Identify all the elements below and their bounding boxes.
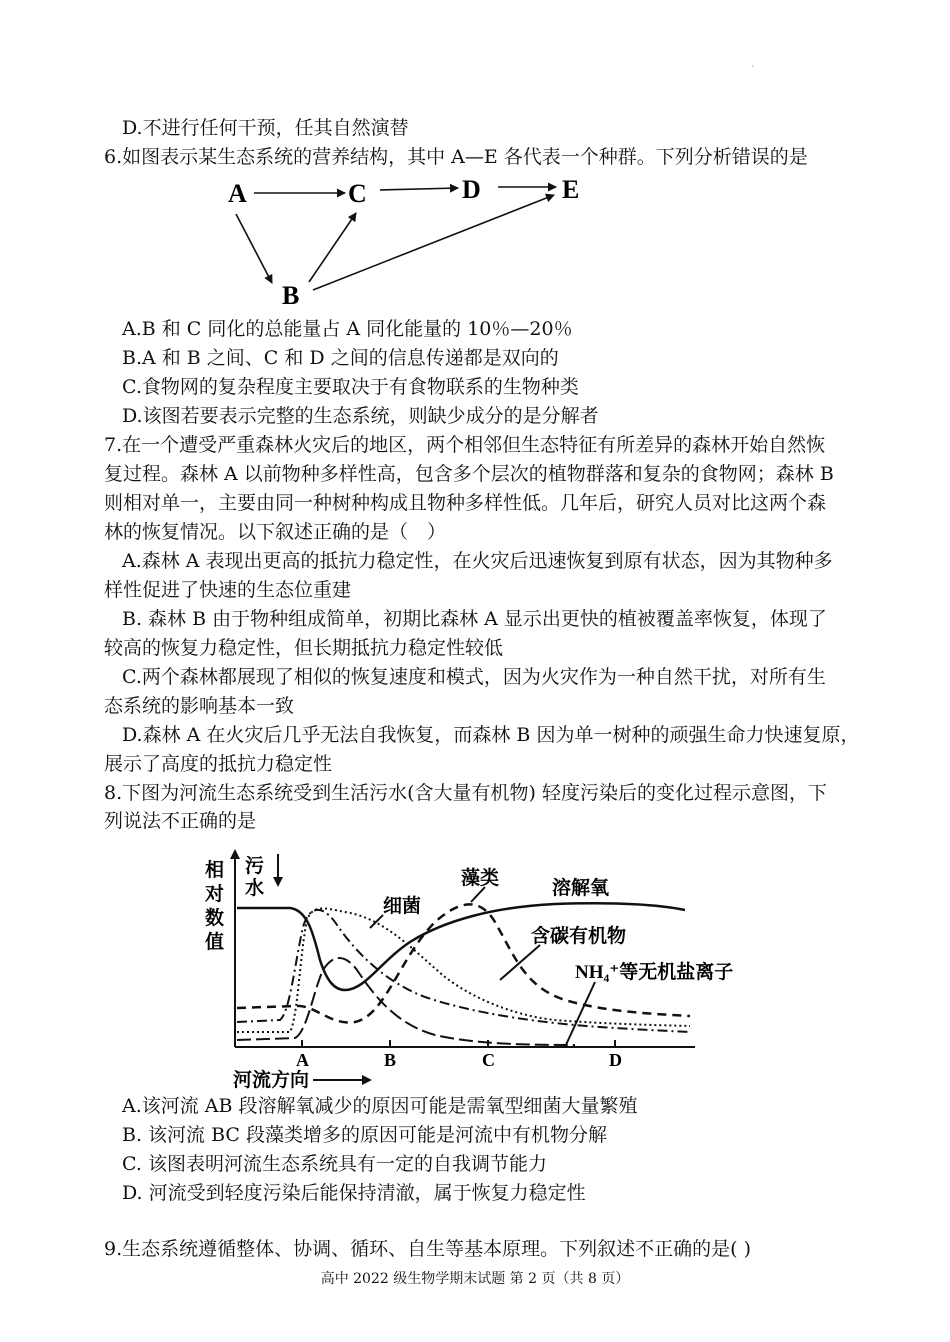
- node-b: B: [282, 281, 300, 310]
- node-d: D: [462, 175, 481, 204]
- q7-option-d-1: D.森林 A 在火灾后几乎无法自我恢复，而森林 B 因为单一树种的顽强生命力快速复原，: [122, 724, 860, 746]
- leader-nh4: [565, 982, 595, 1047]
- y-label-char-1: 相: [205, 860, 225, 881]
- q8-stem-1: 8.下图为河流生态系统受到生活污水(含大量有机物) 轻度污染后的变化过程示意图，下: [104, 782, 827, 804]
- y-label-char-4: 值: [205, 932, 225, 953]
- corner-mark: ': [752, 64, 754, 73]
- x-tick-label-a: A: [296, 1050, 309, 1070]
- leader-bacteria: [370, 915, 383, 928]
- q7-option-b-2: 较高的恢复力稳定性，但长期抵抗力稳定性较低: [104, 637, 504, 659]
- q6-option-c: C.食物网的复杂程度主要取决于有食物联系的生物种类: [122, 376, 579, 398]
- food-web-diagram: [220, 168, 600, 313]
- arrow-b-c: [309, 213, 356, 282]
- label-bacteria: 细菌: [383, 896, 422, 917]
- node-a: A: [228, 179, 247, 208]
- label-algae: 藻类: [461, 868, 500, 889]
- x-tick-label-b: B: [384, 1050, 397, 1070]
- node-c: C: [348, 179, 367, 208]
- arrow-a-b: [236, 214, 272, 283]
- y-label-char-2: 对: [205, 884, 225, 905]
- q7-option-d-2: 展示了高度的抵抗力稳定性: [104, 753, 333, 775]
- y-label-char-3: 数: [205, 908, 225, 929]
- q7-option-c-1: C.两个森林都展现了相似的恢复速度和模式，因为火灾作为一种自然干扰，对所有生: [122, 666, 826, 688]
- q7-option-a-2: 样性促进了快速的生态位重建: [104, 579, 352, 601]
- label-organic: 含碳有机物: [531, 926, 627, 947]
- node-e: E: [562, 175, 580, 204]
- river-pollution-chart: [195, 842, 755, 1092]
- q6-option-a: A.B 和 C 同化的总能量占 A 同化能量的 10％—20％: [122, 318, 573, 340]
- sewage-label: 污: [245, 856, 265, 877]
- sewage-label-2: 水: [245, 878, 265, 899]
- x-label: 河流方向: [233, 1070, 310, 1091]
- prev-option-d: D.不进行任何干预，任其自然演替: [122, 117, 409, 139]
- q6-option-d: D.该图若要表示完整的生态系统，则缺少成分的是分解者: [122, 405, 599, 427]
- q8-option-c: C. 该图表明河流生态系统具有一定的自我调节能力: [122, 1153, 547, 1175]
- q6-stem: 6.如图表示某生态系统的营养结构，其中 A—E 各代表一个种群。下列分析错误的是: [104, 146, 808, 168]
- q8-option-a: A.该河流 AB 段溶解氧减少的原因可能是需氧型细菌大量繁殖: [122, 1095, 638, 1117]
- x-tick-label-c: C: [482, 1050, 495, 1070]
- q7-option-a-1: A.森林 A 表现出更高的抵抗力稳定性，在火灾后迅速恢复到原有状态，因为其物种多: [122, 550, 833, 572]
- arrow-b-e: [313, 195, 554, 290]
- q7-option-b-1: B. 森林 B 由于物种组成简单，初期比森林 A 显示出更快的植被覆盖率恢复，体现了: [122, 608, 827, 630]
- q7-line-1: 7.在一个遭受严重森林火灾后的地区，两个相邻但生态特征有所差异的森林开始自然恢: [104, 434, 826, 456]
- label-nh4: NH₄⁺等无机盐离子: [575, 962, 734, 983]
- leader-algae: [471, 887, 485, 902]
- q7-line-3: 则相对单一，主要由同一种树种构成且物种多样性低。几年后，研究人员对比这两个森: [104, 492, 827, 514]
- q7-option-c-2: 态系统的影响基本一致: [104, 695, 295, 717]
- q8-stem-2: 列说法不正确的是: [104, 810, 257, 832]
- arrow-c-d: [380, 188, 458, 190]
- page-footer: 高中 2022 级生物学期末试题 第 2 页（共 8 页）: [320, 1271, 630, 1287]
- q7-line-2: 复过程。森林 A 以前物种多样性高，包含多个层次的植物群落和复杂的食物网；森林 B: [104, 463, 834, 485]
- leader-organic: [500, 945, 540, 980]
- q8-option-b: B. 该河流 BC 段藻类增多的原因可能是河流中有机物分解: [122, 1124, 607, 1146]
- q6-option-b: B.A 和 B 之间、C 和 D 之间的信息传递都是双向的: [122, 347, 559, 369]
- label-oxygen: 溶解氧: [552, 878, 610, 899]
- q9-stem: 9.生态系统遵循整体、协调、循环、自生等基本原理。下列叙述不正确的是( ): [104, 1238, 751, 1260]
- x-tick-label-d: D: [609, 1050, 622, 1070]
- q8-option-d: D. 河流受到轻度污染后能保持清澈，属于恢复力稳定性: [122, 1182, 586, 1204]
- q7-line-4: 林的恢复情况。以下叙述正确的是（ ）: [104, 521, 447, 543]
